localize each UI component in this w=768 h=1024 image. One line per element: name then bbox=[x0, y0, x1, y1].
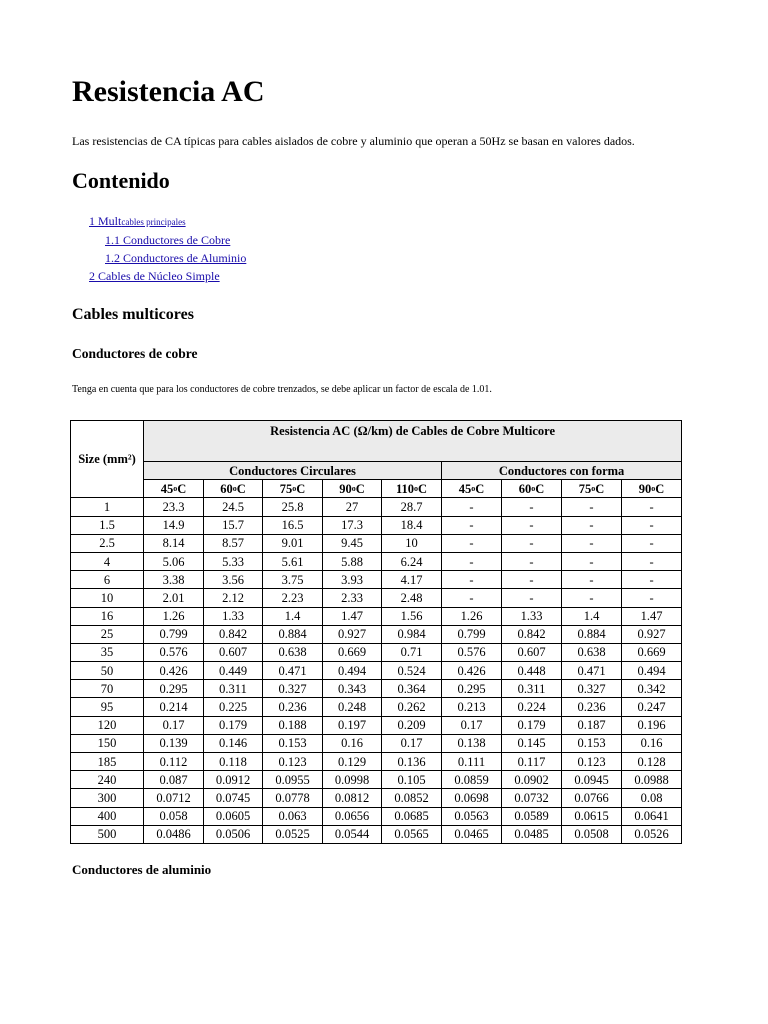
table-row bbox=[71, 552, 682, 570]
size-cell: 70 bbox=[71, 680, 144, 698]
resistance-cell: - bbox=[622, 534, 682, 552]
resistance-cell: 0.145 bbox=[502, 734, 562, 752]
resistance-cell: 0.248 bbox=[323, 698, 382, 716]
temperature-unit: C bbox=[418, 481, 428, 496]
table-row bbox=[71, 753, 682, 771]
resistance-cell: 0.0998 bbox=[323, 771, 382, 789]
temperature-value: 60 bbox=[518, 481, 532, 496]
copper-note: Tenga en cuenta que para los conductores de cobre trenzados, se debe aplicar un factor de escala de 1.01. bbox=[72, 384, 492, 395]
table-of-contents bbox=[89, 212, 246, 285]
table-row bbox=[71, 643, 682, 661]
size-cell: 400 bbox=[71, 807, 144, 825]
resistance-cell: 0.111 bbox=[442, 753, 502, 771]
resistance-cell: - bbox=[622, 571, 682, 589]
resistance-cell: 15.7 bbox=[204, 516, 263, 534]
resistance-cell: 0.0508 bbox=[562, 825, 622, 843]
resistance-cell: 0.17 bbox=[144, 716, 204, 734]
resistance-cell: 0.0745 bbox=[204, 789, 263, 807]
resistance-cell: 0.0615 bbox=[562, 807, 622, 825]
size-cell: 2.5 bbox=[71, 534, 144, 552]
size-cell: 1.5 bbox=[71, 516, 144, 534]
resistance-cell: - bbox=[442, 552, 502, 570]
resistance-cell: 9.01 bbox=[263, 534, 323, 552]
temperature-unit: C bbox=[236, 481, 246, 496]
temperature-header-row bbox=[71, 480, 682, 498]
resistance-cell: 0.327 bbox=[263, 680, 323, 698]
resistance-cell: 4.17 bbox=[382, 571, 442, 589]
resistance-cell: 0.799 bbox=[144, 625, 204, 643]
resistance-cell: - bbox=[622, 552, 682, 570]
resistance-cell: 10 bbox=[382, 534, 442, 552]
temperature-header bbox=[442, 480, 502, 498]
resistance-cell: 1.4 bbox=[562, 607, 622, 625]
resistance-cell: 0.138 bbox=[442, 734, 502, 752]
table-row bbox=[71, 807, 682, 825]
resistance-cell: 0.123 bbox=[562, 753, 622, 771]
resistance-cell: 5.61 bbox=[263, 552, 323, 570]
resistance-cell: 0.0902 bbox=[502, 771, 562, 789]
temperature-unit: C bbox=[177, 481, 187, 496]
resistance-cell: 0.196 bbox=[622, 716, 682, 734]
resistance-cell: 0.146 bbox=[204, 734, 263, 752]
resistance-cell: 2.12 bbox=[204, 589, 263, 607]
resistance-cell: 0.187 bbox=[562, 716, 622, 734]
resistance-cell: 0.153 bbox=[562, 734, 622, 752]
resistance-cell: 0.0485 bbox=[502, 825, 562, 843]
table-row bbox=[71, 534, 682, 552]
resistance-cell: 3.38 bbox=[144, 571, 204, 589]
resistance-cell: 0.058 bbox=[144, 807, 204, 825]
size-cell: 4 bbox=[71, 552, 144, 570]
table-row bbox=[71, 825, 682, 843]
resistance-cell: - bbox=[562, 516, 622, 534]
resistance-cell: 0.236 bbox=[562, 698, 622, 716]
degree-mark: o bbox=[351, 483, 356, 493]
resistance-cell: 17.3 bbox=[323, 516, 382, 534]
resistance-cell: 0.17 bbox=[442, 716, 502, 734]
size-cell: 185 bbox=[71, 753, 144, 771]
temperature-value: 90 bbox=[638, 481, 652, 496]
resistance-cell: 0.188 bbox=[263, 716, 323, 734]
resistance-cell: 9.45 bbox=[323, 534, 382, 552]
resistance-cell: 1.47 bbox=[323, 607, 382, 625]
degree-mark: o bbox=[471, 483, 476, 493]
table-row bbox=[71, 771, 682, 789]
resistance-cell: 0.576 bbox=[144, 643, 204, 661]
temperature-unit: C bbox=[655, 481, 665, 496]
size-cell: 6 bbox=[71, 571, 144, 589]
size-cell: 25 bbox=[71, 625, 144, 643]
resistance-cell: - bbox=[562, 589, 622, 607]
resistance-cell: 0.139 bbox=[144, 734, 204, 752]
resistance-cell: 18.4 bbox=[382, 516, 442, 534]
resistance-cell: 0.842 bbox=[204, 625, 263, 643]
resistance-cell: 0.197 bbox=[323, 716, 382, 734]
resistance-cell: 0.224 bbox=[502, 698, 562, 716]
resistance-cell: 0.426 bbox=[442, 662, 502, 680]
degree-mark: o bbox=[173, 483, 178, 493]
resistance-cell: 0.213 bbox=[442, 698, 502, 716]
resistance-cell: 0.0732 bbox=[502, 789, 562, 807]
resistance-cell: 0.0565 bbox=[382, 825, 442, 843]
resistance-cell: 2.23 bbox=[263, 589, 323, 607]
size-cell: 35 bbox=[71, 643, 144, 661]
resistance-cell: 0.364 bbox=[382, 680, 442, 698]
resistance-cell: 1.33 bbox=[204, 607, 263, 625]
resistance-cell: - bbox=[562, 571, 622, 589]
resistance-cell: - bbox=[562, 552, 622, 570]
resistance-cell: 0.0766 bbox=[562, 789, 622, 807]
resistance-cell: 0.0526 bbox=[622, 825, 682, 843]
resistance-cell: 0.0656 bbox=[323, 807, 382, 825]
resistance-cell: 0.0605 bbox=[204, 807, 263, 825]
temperature-value: 75 bbox=[279, 481, 293, 496]
resistance-cell: 1.56 bbox=[382, 607, 442, 625]
resistance-cell: - bbox=[442, 589, 502, 607]
toc-link-single-core[interactable]: 2 Cables de Núcleo Simple bbox=[89, 269, 220, 283]
table-row bbox=[71, 716, 682, 734]
temperature-value: 90 bbox=[339, 481, 352, 496]
degree-mark: o bbox=[531, 483, 536, 493]
resistance-cell: 24.5 bbox=[204, 498, 263, 516]
resistance-cell: 5.06 bbox=[144, 552, 204, 570]
resistance-cell: 0.0641 bbox=[622, 807, 682, 825]
temperature-value: 75 bbox=[578, 481, 592, 496]
resistance-cell: 0.927 bbox=[323, 625, 382, 643]
resistance-cell: 0.0852 bbox=[382, 789, 442, 807]
resistance-cell: 0.0506 bbox=[204, 825, 263, 843]
table-title: Resistencia AC (Ω/km) de Cables de Cobre Multicore bbox=[144, 421, 682, 462]
resistance-cell: 0.71 bbox=[382, 643, 442, 661]
resistance-cell: 0.342 bbox=[622, 680, 682, 698]
resistance-cell: 0.799 bbox=[442, 625, 502, 643]
resistance-cell: 0.0988 bbox=[622, 771, 682, 789]
size-cell: 10 bbox=[71, 589, 144, 607]
resistance-cell: 16.5 bbox=[263, 516, 323, 534]
resistance-cell: 0.311 bbox=[204, 680, 263, 698]
resistance-cell: 2.01 bbox=[144, 589, 204, 607]
temperature-unit: C bbox=[595, 481, 605, 496]
resistance-cell: 5.88 bbox=[323, 552, 382, 570]
resistance-cell: 0.607 bbox=[204, 643, 263, 661]
resistance-cell: 0.0563 bbox=[442, 807, 502, 825]
resistance-cell: 0.426 bbox=[144, 662, 204, 680]
temperature-header bbox=[204, 480, 263, 498]
resistance-cell: - bbox=[502, 589, 562, 607]
table-row bbox=[71, 589, 682, 607]
temperature-header bbox=[622, 480, 682, 498]
size-cell: 240 bbox=[71, 771, 144, 789]
resistance-cell: - bbox=[502, 498, 562, 516]
resistance-cell: 0.311 bbox=[502, 680, 562, 698]
toc-link-copper[interactable]: 1.1 Conductores de Cobre bbox=[105, 233, 231, 247]
temperature-value: 45 bbox=[160, 481, 174, 496]
resistance-cell: 0.112 bbox=[144, 753, 204, 771]
resistance-cell: - bbox=[502, 516, 562, 534]
resistance-cell: 0.494 bbox=[323, 662, 382, 680]
resistance-cell: 0.884 bbox=[263, 625, 323, 643]
resistance-cell: 0.0685 bbox=[382, 807, 442, 825]
resistance-cell: 0.214 bbox=[144, 698, 204, 716]
table-row bbox=[71, 571, 682, 589]
resistance-cell: 27 bbox=[323, 498, 382, 516]
resistance-cell: 0.0525 bbox=[263, 825, 323, 843]
resistance-cell: 0.343 bbox=[323, 680, 382, 698]
group-header-circular: Conductores Circulares bbox=[144, 462, 442, 480]
resistance-cell: 0.0812 bbox=[323, 789, 382, 807]
temperature-value: 110 bbox=[395, 481, 415, 496]
temperature-header bbox=[562, 480, 622, 498]
resistance-cell: 8.57 bbox=[204, 534, 263, 552]
contents-heading: Contenido bbox=[72, 168, 170, 193]
resistance-cell: 0.448 bbox=[502, 662, 562, 680]
resistance-cell: 25.8 bbox=[263, 498, 323, 516]
resistance-cell: 3.75 bbox=[263, 571, 323, 589]
resistance-cell: 5.33 bbox=[204, 552, 263, 570]
temperature-header bbox=[263, 480, 323, 498]
resistance-cell: 0.247 bbox=[622, 698, 682, 716]
resistance-cell: - bbox=[442, 534, 502, 552]
resistance-cell: - bbox=[502, 571, 562, 589]
resistance-cell: - bbox=[562, 498, 622, 516]
size-cell: 16 bbox=[71, 607, 144, 625]
resistance-cell: 0.117 bbox=[502, 753, 562, 771]
resistance-cell: 0.524 bbox=[382, 662, 442, 680]
degree-mark: o bbox=[232, 483, 237, 493]
resistance-cell: 0.129 bbox=[323, 753, 382, 771]
resistance-cell: 0.638 bbox=[263, 643, 323, 661]
resistance-cell: 0.262 bbox=[382, 698, 442, 716]
size-cell: 300 bbox=[71, 789, 144, 807]
toc-link-multicore[interactable]: 1 Multcables principales bbox=[89, 214, 186, 228]
resistance-cell: 0.0912 bbox=[204, 771, 263, 789]
resistance-cell: 0.0465 bbox=[442, 825, 502, 843]
resistance-cell: 1.26 bbox=[442, 607, 502, 625]
resistance-cell: 1.47 bbox=[622, 607, 682, 625]
resistance-cell: 8.14 bbox=[144, 534, 204, 552]
resistance-cell: 23.3 bbox=[144, 498, 204, 516]
resistance-cell: 0.128 bbox=[622, 753, 682, 771]
degree-mark: o bbox=[414, 483, 419, 493]
resistance-cell: 0.0486 bbox=[144, 825, 204, 843]
ac-resistance-table bbox=[70, 420, 682, 844]
group-header-shaped: Conductores con forma bbox=[442, 462, 682, 480]
resistance-cell: 0.607 bbox=[502, 643, 562, 661]
resistance-cell: 2.48 bbox=[382, 589, 442, 607]
resistance-cell: 0.0698 bbox=[442, 789, 502, 807]
resistance-cell: 0.494 bbox=[622, 662, 682, 680]
resistance-cell: - bbox=[622, 498, 682, 516]
temperature-unit: C bbox=[475, 481, 485, 496]
section-heading-multicore: Cables multicores bbox=[72, 306, 194, 323]
table-row bbox=[71, 625, 682, 643]
resistance-cell: 0.136 bbox=[382, 753, 442, 771]
resistance-cell: 0.295 bbox=[442, 680, 502, 698]
temperature-header bbox=[382, 480, 442, 498]
resistance-cell: - bbox=[622, 589, 682, 607]
size-cell: 95 bbox=[71, 698, 144, 716]
resistance-cell: 3.93 bbox=[323, 571, 382, 589]
resistance-cell: 0.179 bbox=[502, 716, 562, 734]
resistance-cell: 0.209 bbox=[382, 716, 442, 734]
resistance-cell: 0.471 bbox=[562, 662, 622, 680]
resistance-cell: 0.225 bbox=[204, 698, 263, 716]
resistance-cell: - bbox=[502, 534, 562, 552]
size-cell: 50 bbox=[71, 662, 144, 680]
resistance-cell: 0.063 bbox=[263, 807, 323, 825]
page-title: Resistencia AC bbox=[72, 75, 265, 108]
section-heading-copper: Conductores de cobre bbox=[72, 346, 198, 361]
degree-mark: o bbox=[651, 483, 656, 493]
resistance-cell: 0.0945 bbox=[562, 771, 622, 789]
resistance-cell: 0.669 bbox=[622, 643, 682, 661]
resistance-cell: 0.471 bbox=[263, 662, 323, 680]
resistance-cell: - bbox=[442, 571, 502, 589]
resistance-cell: 0.0589 bbox=[502, 807, 562, 825]
degree-mark: o bbox=[591, 483, 596, 493]
table-row bbox=[71, 698, 682, 716]
size-cell: 500 bbox=[71, 825, 144, 843]
resistance-cell: 0.295 bbox=[144, 680, 204, 698]
resistance-cell: 0.927 bbox=[622, 625, 682, 643]
resistance-cell: 14.9 bbox=[144, 516, 204, 534]
resistance-cell: 0.123 bbox=[263, 753, 323, 771]
intro-paragraph: Las resistencias de CA típicas para cables aislados de cobre y aluminio que operan a 50Hz se basan en valores dados. bbox=[72, 134, 635, 148]
toc-link-aluminium[interactable]: 1.2 Conductores de Aluminio bbox=[105, 251, 247, 265]
resistance-cell: 0.842 bbox=[502, 625, 562, 643]
temperature-value: 60 bbox=[220, 481, 233, 496]
temperature-header bbox=[144, 480, 204, 498]
resistance-cell: 0.16 bbox=[323, 734, 382, 752]
resistance-cell: - bbox=[442, 516, 502, 534]
resistance-cell: 0.16 bbox=[622, 734, 682, 752]
table-row bbox=[71, 607, 682, 625]
resistance-cell: 0.08 bbox=[622, 789, 682, 807]
resistance-cell: 0.118 bbox=[204, 753, 263, 771]
temperature-header bbox=[502, 480, 562, 498]
resistance-cell: 0.0778 bbox=[263, 789, 323, 807]
resistance-cell: 0.984 bbox=[382, 625, 442, 643]
resistance-cell: 0.638 bbox=[562, 643, 622, 661]
temperature-value: 45 bbox=[458, 481, 472, 496]
section-heading-aluminium: Conductores de aluminio bbox=[72, 862, 212, 877]
resistance-cell: 0.0859 bbox=[442, 771, 502, 789]
temperature-unit: C bbox=[535, 481, 545, 496]
resistance-cell: - bbox=[502, 552, 562, 570]
table-row bbox=[71, 680, 682, 698]
resistance-cell: 0.449 bbox=[204, 662, 263, 680]
table-row bbox=[71, 498, 682, 516]
table-row bbox=[71, 734, 682, 752]
resistance-cell: 2.33 bbox=[323, 589, 382, 607]
resistance-cell: 0.153 bbox=[263, 734, 323, 752]
resistance-cell: 3.56 bbox=[204, 571, 263, 589]
resistance-cell: - bbox=[562, 534, 622, 552]
temperature-unit: C bbox=[355, 481, 365, 496]
resistance-cell: 0.576 bbox=[442, 643, 502, 661]
resistance-cell: 0.327 bbox=[562, 680, 622, 698]
resistance-cell: 0.179 bbox=[204, 716, 263, 734]
table-row bbox=[71, 662, 682, 680]
resistance-cell: 0.236 bbox=[263, 698, 323, 716]
degree-mark: o bbox=[292, 483, 297, 493]
table-row bbox=[71, 789, 682, 807]
table-body bbox=[71, 498, 682, 844]
resistance-cell: 28.7 bbox=[382, 498, 442, 516]
resistance-cell: 0.105 bbox=[382, 771, 442, 789]
temperature-header bbox=[323, 480, 382, 498]
size-cell: 120 bbox=[71, 716, 144, 734]
resistance-cell: 1.26 bbox=[144, 607, 204, 625]
resistance-cell: 0.669 bbox=[323, 643, 382, 661]
size-cell: 150 bbox=[71, 734, 144, 752]
resistance-cell: - bbox=[442, 498, 502, 516]
resistance-cell: 0.0712 bbox=[144, 789, 204, 807]
table-row bbox=[71, 516, 682, 534]
resistance-cell: 0.17 bbox=[382, 734, 442, 752]
resistance-cell: 0.0544 bbox=[323, 825, 382, 843]
resistance-cell: 6.24 bbox=[382, 552, 442, 570]
resistance-cell: - bbox=[622, 516, 682, 534]
resistance-cell: 0.0955 bbox=[263, 771, 323, 789]
resistance-cell: 0.884 bbox=[562, 625, 622, 643]
size-cell: 1 bbox=[71, 498, 144, 516]
size-column-header: Size (mm²) bbox=[71, 421, 144, 498]
temperature-unit: C bbox=[296, 481, 306, 496]
resistance-cell: 1.4 bbox=[263, 607, 323, 625]
resistance-cell: 0.087 bbox=[144, 771, 204, 789]
resistance-cell: 1.33 bbox=[502, 607, 562, 625]
